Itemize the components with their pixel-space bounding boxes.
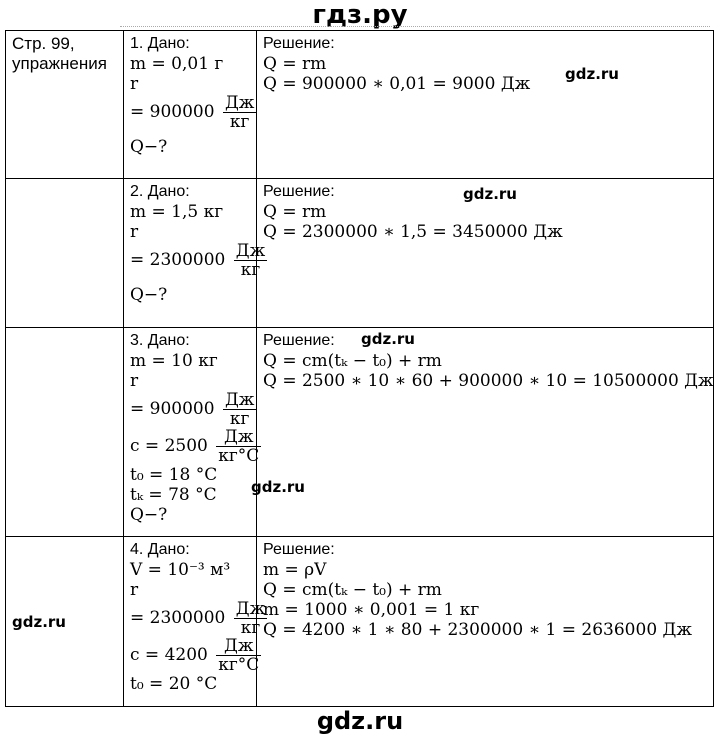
given-line: Q−?	[130, 285, 168, 305]
page-ref-cell	[6, 31, 124, 179]
solution-line: Q = 2300000 ∗ 1,5 = 3450000 Дж	[263, 222, 563, 242]
unit-fraction	[223, 391, 256, 428]
table-row	[6, 537, 714, 707]
watermark: gdz.ru	[463, 185, 517, 203]
unit-den: кг°С	[218, 655, 260, 675]
given-line: m = 1,5 кг	[130, 202, 224, 222]
problem-title: 3. Дано:	[130, 332, 190, 349]
problem-title: 4. Дано:	[130, 541, 190, 558]
given-value: c = 2500	[130, 436, 208, 456]
solution-label: Решение:	[263, 35, 335, 52]
site-title: гдз.ру	[312, 0, 408, 30]
given-line: t₀ = 18 °C	[130, 465, 218, 485]
page-ref-line: упражнения	[12, 54, 107, 73]
unit-den: кг	[229, 409, 250, 429]
given-cell	[124, 31, 257, 179]
page-ref-cell	[6, 179, 124, 328]
given-value: = 2300000	[130, 250, 226, 270]
solution-line: m = 1000 ∗ 0,001 = 1 кг	[263, 600, 480, 620]
given-line: V = 10⁻³ м³	[130, 560, 231, 580]
solution-cell	[257, 31, 714, 179]
unit-fraction	[216, 428, 261, 465]
watermark: gdz.ru	[361, 330, 415, 348]
page-ref-cell	[6, 537, 124, 707]
given-line	[130, 390, 255, 429]
unit-num: Дж	[235, 241, 266, 261]
given-line: t₀ = 20 °C	[130, 674, 218, 694]
unit-num: Дж	[216, 637, 261, 656]
given-value: = 2300000	[130, 608, 226, 628]
table-row	[6, 31, 714, 179]
site-footer: gdz.ru	[316, 707, 404, 735]
solution-label: Решение:	[263, 183, 335, 200]
solution-line: m = ρV	[263, 560, 327, 580]
solution-line: Q = rm	[263, 54, 327, 74]
table-row	[6, 328, 714, 537]
given-cell	[124, 328, 260, 537]
unit-den: кг	[240, 260, 261, 280]
page-ref-cell	[6, 328, 124, 537]
given-line	[130, 599, 266, 638]
given-line: Q−?	[130, 137, 168, 157]
given-line: r	[130, 580, 139, 600]
given-line	[130, 241, 266, 280]
unit-fraction	[223, 94, 256, 131]
problem-title: 2. Дано:	[130, 183, 190, 200]
given-value: = 900000	[130, 102, 215, 122]
solution-line: Q = 900000 ∗ 0,01 = 9000 Дж	[263, 74, 531, 94]
given-line	[130, 636, 260, 675]
given-line: r	[130, 74, 139, 94]
solution-line: Q = 4200 ∗ 1 ∗ 80 + 2300000 ∗ 1 = 2636000 Дж	[263, 620, 692, 640]
unit-fraction	[234, 242, 267, 279]
solution-cell	[251, 328, 714, 537]
solution-cell	[257, 537, 714, 707]
given-line: tₖ = 78 °C	[130, 485, 217, 505]
given-line: m = 10 кг	[130, 351, 218, 371]
given-cell	[124, 537, 266, 707]
problem-title: 1. Дано:	[130, 35, 190, 52]
watermark: gdz.ru	[565, 65, 619, 83]
solution-table	[5, 30, 714, 707]
given-line: Q−?	[130, 505, 168, 525]
solution-line: Q = cm(tₖ − t₀) + rm	[263, 351, 442, 371]
solution-line: Q = 2500 ∗ 10 ∗ 60 + 900000 ∗ 10 = 10500000 Дж	[263, 371, 714, 391]
unit-den: кг	[240, 618, 261, 638]
solution-label: Решение:	[263, 332, 335, 349]
table-row	[6, 179, 714, 328]
given-line: m = 0,01 г	[130, 54, 224, 74]
unit-num: Дж	[224, 93, 255, 113]
given-cell	[124, 179, 266, 328]
given-value: = 900000	[130, 399, 215, 419]
solution-label: Решение:	[263, 541, 335, 558]
unit-fraction	[216, 637, 261, 674]
unit-num: Дж	[224, 390, 255, 410]
unit-den: кг	[229, 112, 250, 132]
given-line	[130, 93, 255, 132]
solution-line: Q = cm(tₖ − t₀) + rm	[263, 580, 442, 600]
watermark: gdz.ru	[12, 612, 66, 631]
given-line: r	[130, 371, 139, 391]
given-line	[130, 427, 260, 466]
solution-line: Q = rm	[263, 202, 327, 222]
page-ref-line: Стр. 99,	[12, 34, 75, 53]
unit-num: Дж	[235, 599, 266, 619]
unit-num: Дж	[216, 428, 261, 447]
given-value: c = 4200	[130, 645, 208, 665]
watermark: gdz.ru	[251, 478, 305, 496]
given-line: r	[130, 222, 139, 242]
unit-den: кг°С	[218, 446, 260, 466]
solution-cell	[257, 179, 714, 328]
